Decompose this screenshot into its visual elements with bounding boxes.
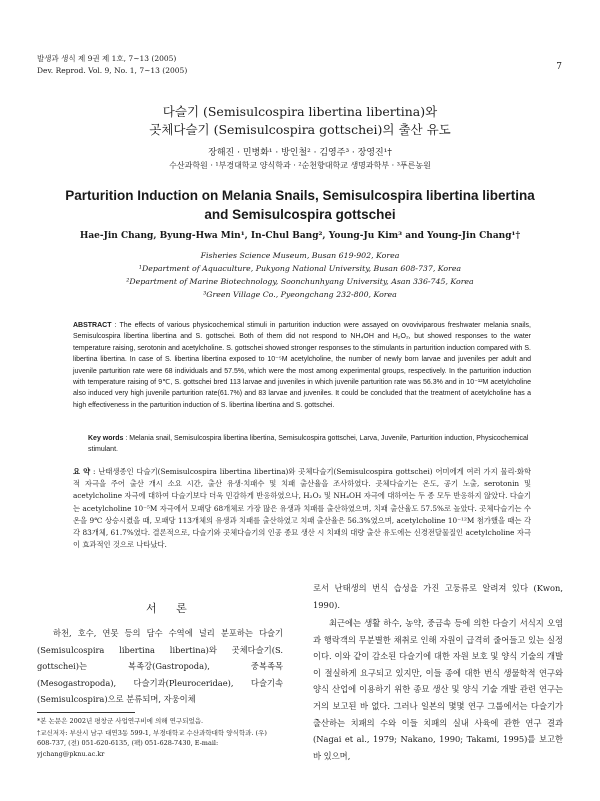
intro-paragraph-right-1: 로서 난태생의 번식 습성을 가진 고둥류로 알려져 있다 (Kwon, 1990). [313, 583, 563, 610]
footnote-funding: *본 논문은 2002년 평창군 사업연구비에 의해 연구되었음. [37, 717, 204, 725]
keywords [88, 433, 531, 455]
footnote-correspondence: †교신저자: 부산시 남구 대연3동 599-1, 부경대학교 수산과학대학 양식학과. (우) 608-737, (전) 051-620-6135, (팩) 051-628-7430, E-mail: yjchang@pknu.ac.kr [37, 729, 267, 758]
keywords-text: : Melania snail, Semisulcospira libertina libertina, Semisulcospira gottschei, Larva, Juvenile, Parturition induction, Physicochemical stimulant. [88, 435, 529, 453]
english-affiliation: ³Green Village Co., Pyeongchang 232-800, Korea [203, 290, 397, 299]
korean-title-line1: 다슬기 (Semisulcospira libertina libertina)와 [162, 104, 438, 119]
english-title-line2: and Semisulcospira gottschei [204, 207, 396, 222]
english-affiliation: ¹Department of Aquaculture, Pukyong National University, Busan 608-737, Korea [138, 264, 462, 273]
english-authors: Hae-Jin Chang, Byung-Hwa Min¹, In-Chul Bang², Young-Ju Kim³ and Young-Jin Chang¹† [79, 231, 521, 241]
abstract [73, 320, 531, 411]
korean-abstract-label: 요 약 [73, 467, 91, 476]
intro-paragraph-left: 하천, 호수, 연못 등의 담수 수역에 널리 분포하는 다슬기(Semisulcospira libertina libertina)와 곳체다슬기(S. gottschei)는 복족강(Gastropoda), 중복족목(Mesogastropoda), 다슬기과(Pleuroceridae), 다슬기속(Semisulcospira)으로 분류되며, 자웅이체 [37, 628, 283, 705]
korean-abstract [73, 466, 531, 551]
english-affiliation: Fisheries Science Museum, Busan 619-902, Korea [200, 251, 400, 260]
footnote-rule [37, 712, 135, 713]
abstract-text: : The effects of various physicochemical stimuli in parturition induction were assayed on ovoviviparous freshwater melania snails, Semisulcospira libertina libertina and S. gottschei. Both of them did not respond to NH₄OH and H₂O₂, but showed responses to the water temperature raising, serotonin and acetylcholine. S. gottschei showed stronger responses to the stimulants in parturition induction compared with S. libertina libertina. In case of S. libertina libertina exposed to 10⁻⁵M acetylcholine, the number of newly born larvae and juveniles per adult and juvenile parturition rate were 68 individuals and 57.5%, which were the most among experimental groups, respectively. In the parturition induction with temperature raising of 9℃, S. gottschei bred 113 larvae and juveniles in which juvenile parturition rate was 56.3% and in 10⁻¹²M acetylcholine also induced very high juvenile parturition rate(61.7%) and 83 larvae and juveniles. It could be concluded that the treatment of acetylcholine has a high effectiveness in the parturition induction of S. libertina libertina and S. gottschei. [73, 322, 531, 409]
korean-authors: 장해진 · 민병화¹ · 방인철² · 김영주³ · 장영진¹† [208, 148, 392, 158]
korean-title-line2: 곳체다슬기 (Semisulcospira gottschei)의 출산 유도 [149, 122, 451, 137]
intro-paragraph-right-2: 최근에는 생활 하수, 농약, 중금속 등에 의한 다슬기 서식지 오염과 행락객의 무분별한 채취로 인해 자원이 급격히 줄어들고 있는 실정이다. 이와 같이 감소된 다슬기에 대한 자원 보호 및 양식 기술의 개발이 절실하게 요구되고 있지만, 이들 종에 대한 번식 생물학적 연구와 양식 산업에 이용하기 위한 종묘 생산 및 양식 기술 개발 관련 연구는 거의 보고된 바 없다. 그러나 일본의 몇몇 연구 그룹에서는 다슬기가 출산하는 치패의 수와 이들 치패의 실내 사육에 관한 연구 결과(Nagai et al., 1979; Nakano, 1990; Takami, 1995)를 보고한 바 있으며, [313, 618, 563, 761]
korean-abstract-text: : 난태생종인 다슬기(Semisulcospira libertina libertina)와 곳체다슬기(Semisulcospira gottschei) 어미에게 여러 가지 물리·화학적 자극을 주어 출산 개시 소요 시간, 출산 유생·치패수 및 치패 출산율을 조사하였다. 곳체다슬기는 온도, 공기 노출, serotonin 및 acetylcholine 자극에 대하여 다슬기보다 더욱 민감하게 반응하였으나, H₂O₂ 및 NH₄OH 자극에 대하여는 두 종 모두 반응하지 않았다. 다슬기는 acetylcholine 10⁻⁵M 자극에서 모패당 68개체로 가장 많은 유생과 치패를 출산하였으며, 치패 출산율도 57.5%로 높았다. 곳체다슬기는 수온을 9℃ 상승시켰을 때, 모패당 113개체의 유생과 치패를 출산하였고 치패 출산율은 56.3%였으며, acetylcholine 10⁻¹²M 첨가했을 때는 각각 83개체, 61.7%였다. 결론적으로, 다슬기와 곳체다슬기의 인공 종묘 생산 시 치패의 대량 출산 유도에는 신경전달물질인 acetylcholine 자극이 효과적인 것으로 나타났다. [73, 467, 531, 550]
english-title-line1: Parturition Induction on Melania Snails, Semisulcospira libertina libertina [65, 188, 535, 203]
section-heading-introduction: 서 론 [146, 602, 195, 615]
page-number: 7 [556, 62, 562, 72]
keywords-label: Key words [88, 435, 124, 442]
journal-citation-korean: 발생과 생식 제 9권 제 1호, 7~13 (2005) [37, 54, 177, 63]
abstract-label: ABSTRACT [73, 322, 112, 329]
korean-affiliations: 수산과학원 · ¹부경대학교 양식학과 · ²순천향대학교 생명과학부 · ³푸른농원 [169, 161, 431, 170]
english-affiliation: ²Department of Marine Biotechnology, Soonchunhyang University, Asan 336-745, Korea [126, 277, 474, 286]
journal-citation-english: Dev. Reprod. Vol. 9, No. 1, 7~13 (2005) [37, 66, 188, 75]
